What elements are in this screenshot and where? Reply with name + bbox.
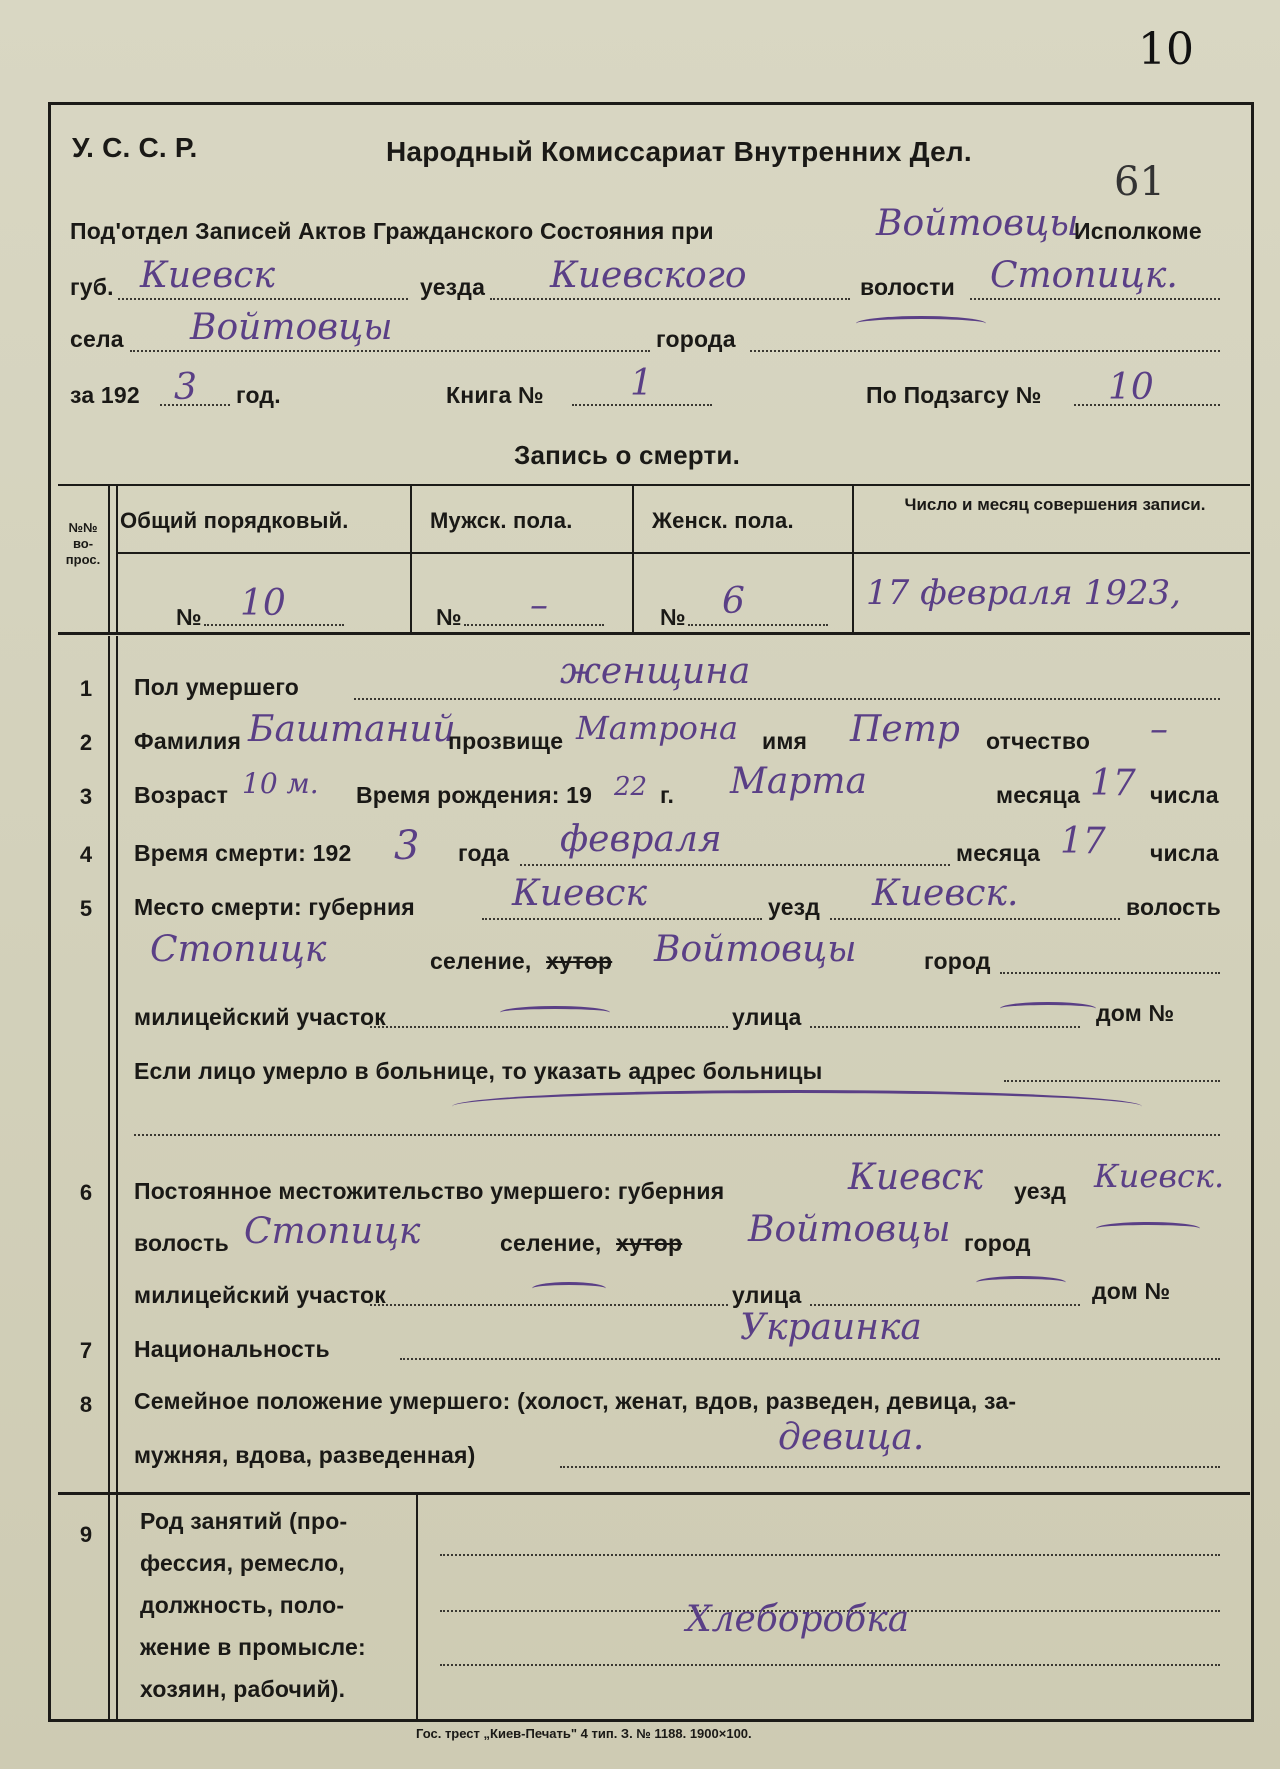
q5-label: Место смерти: губерния (134, 894, 415, 920)
selo-label: села (70, 326, 124, 352)
q5-selo: Войтовцы (654, 929, 857, 970)
printer-imprint: Гос. трест „Киев-Печать" 4 тип. З. № 1188. 1900×100. (416, 1726, 752, 1741)
q9-label-5: хозяин, рабочий). (140, 1676, 346, 1702)
q6-selo-label: селение, (500, 1230, 602, 1256)
q9-label-1: Род занятий (про- (140, 1508, 348, 1534)
sub-value: 10 (1108, 367, 1154, 408)
office-prefix: Под'отдел Записей Актов Гражданского Состояния при (70, 218, 714, 244)
q5-selo-label: селение, (430, 948, 532, 974)
q3-age-value: 10 м. (242, 767, 319, 800)
q4-year: 3 (394, 823, 420, 869)
q5-gub: Киевск (512, 873, 647, 914)
office-place: Войтовцы (876, 203, 1079, 244)
q2-number: 2 (79, 730, 93, 755)
q5-hutor-struck: хутор (546, 948, 613, 974)
selo-value: Войтовцы (190, 307, 393, 348)
q2-patr-value: – (1150, 709, 1168, 750)
q5-hospital-label: Если лицо умерло в больнице, то указать адрес больницы (134, 1058, 823, 1084)
q2-surname-label: Фамилия (134, 728, 242, 754)
q3-birth-year: 22 (614, 772, 648, 802)
q1-number: 1 (79, 676, 93, 701)
q5-volost: Стопицк (150, 929, 327, 970)
sub-label: По Подзагсу № (866, 382, 1042, 408)
female-no-label: № (660, 604, 686, 630)
uezd-value: Киевского (550, 255, 747, 296)
male-value: – (530, 585, 548, 626)
col-date-header: Число и месяц совершения записи. (904, 495, 1206, 514)
q6-label: Постоянное местожительство умершего: губерния (134, 1178, 725, 1204)
q2-name-label: имя (762, 728, 808, 754)
q6-hutor-struck: хутор (616, 1230, 683, 1256)
general-value: 10 (240, 583, 286, 624)
q3-day: 17 (1090, 763, 1136, 804)
q6-uezd-label: уезд (1014, 1178, 1067, 1204)
q9-label-2: фессия, ремесло, (140, 1550, 346, 1576)
q5-house-label: дом № (1096, 1000, 1175, 1026)
q2-nick-value: Матрона (576, 709, 739, 747)
question-number-header: №№ во- прос. (65, 520, 101, 567)
uezd-label: уезда (420, 274, 486, 300)
q3-number: 3 (79, 784, 93, 809)
q3-month-label: месяца (996, 782, 1081, 808)
gub-label: губ. (70, 274, 114, 300)
q9-number: 9 (79, 1522, 93, 1547)
female-value: 6 (722, 581, 745, 622)
q4-day: 17 (1060, 821, 1106, 862)
q5-gorod-label: город (924, 948, 991, 974)
q2-patr-label: отчество (986, 728, 1091, 754)
q9-label-3: должность, поло- (140, 1592, 345, 1618)
office-suffix: Исполкоме (1074, 218, 1202, 244)
q8-label-2: мужняя, вдова, разведенная) (134, 1442, 476, 1468)
commissariat-heading: Народный Комиссариат Внутренних Дел. (386, 136, 972, 167)
gub-value: Киевск (140, 255, 275, 296)
page-number: 10 (1138, 24, 1194, 75)
q6-selo: Войтовцы (748, 1209, 951, 1250)
q6-volost-label: волость (134, 1230, 229, 1256)
q6-street-label: улица (732, 1282, 802, 1308)
volost-value: Стопицк. (990, 255, 1178, 296)
q7-number: 7 (79, 1338, 93, 1363)
volost-label: волости (860, 274, 955, 300)
q2-nick-label: прозвище (448, 728, 564, 754)
year-digit: 3 (174, 367, 197, 408)
corner-number: 61 (1114, 159, 1165, 205)
q4-year-label: года (458, 840, 510, 866)
q5-number: 5 (79, 896, 93, 921)
q6-uezd: Киевск. (1094, 1157, 1225, 1195)
q5-uezd-label: уезд (768, 894, 821, 920)
q5-street-label: улица (732, 1004, 802, 1030)
book-value: 1 (630, 363, 653, 404)
q9-label-4: жение в промысле: (140, 1634, 366, 1660)
q8-number: 8 (79, 1392, 93, 1417)
q8-value: девица. (778, 1417, 925, 1458)
year-prefix: за 192 (70, 382, 140, 408)
q3-day-label: числа (1150, 782, 1219, 808)
col-male-header: Мужск. пола. (430, 508, 573, 533)
republic-heading: У. С. С. Р. (72, 132, 198, 163)
q9-value: Хлеборобка (686, 1599, 910, 1640)
q1-value: женщина (560, 651, 751, 692)
q6-gorod-label: город (964, 1230, 1031, 1256)
q8-label-1: Семейное положение умершего: (холост, женат, вдов, разведен, девица, за- (134, 1388, 1017, 1414)
book-label: Книга № (446, 382, 544, 408)
gorod-label: города (656, 326, 736, 352)
col-general-header: Общий порядковый. (120, 508, 349, 533)
q5-uezd: Киевск. (872, 873, 1019, 914)
q4-number: 4 (79, 842, 93, 867)
year-suffix: год. (236, 382, 281, 408)
q4-month-label: месяца (956, 840, 1041, 866)
col-female-header: Женск. пола. (652, 508, 794, 533)
q3-birth-month: Марта (730, 761, 867, 802)
male-no-label: № (436, 604, 462, 630)
general-no-label: № (176, 604, 202, 630)
q3-birth-g: г. (660, 782, 675, 808)
date-value: 17 февраля 1923, (866, 573, 1181, 613)
q4-day-label: числа (1150, 840, 1219, 866)
record-title: Запись о смерти. (514, 440, 741, 470)
q2-surname-value: Баштаний (248, 709, 456, 750)
q5-volost-label: волость (1126, 894, 1221, 920)
q7-value: Украинка (740, 1307, 922, 1348)
q6-militia-label: милицейский участок (134, 1282, 386, 1308)
q6-gub: Киевск (848, 1157, 983, 1198)
q6-volost: Стопицк (244, 1211, 421, 1252)
q4-label: Время смерти: 192 (134, 840, 352, 866)
q6-number: 6 (79, 1180, 93, 1205)
q3-birth-label: Время рождения: 19 (356, 782, 593, 808)
q4-month: февраля (560, 819, 722, 860)
q3-age-label: Возраст (134, 782, 229, 808)
q6-house-label: дом № (1092, 1278, 1171, 1304)
q1-label: Пол умершего (134, 674, 300, 700)
q7-label: Национальность (134, 1336, 330, 1362)
q5-militia-label: милицейский участок (134, 1004, 386, 1030)
q2-name-value: Петр (850, 709, 960, 750)
